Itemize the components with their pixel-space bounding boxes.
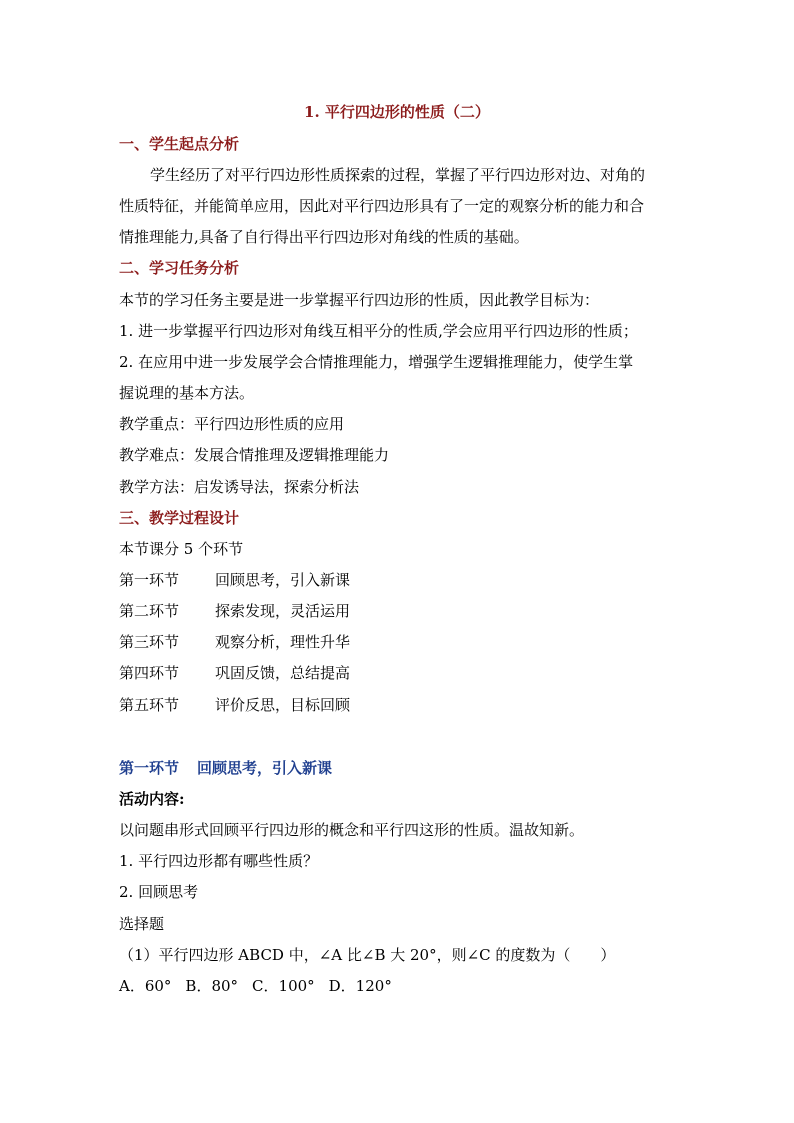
step-row (119, 601, 350, 621)
paragraph-line: 学生经历了对平行四边形性质探索的过程，掌握了平行四边形对边、对角的 (150, 166, 646, 184)
section-heading-student-analysis: 一、学生起点分析 (119, 135, 240, 153)
activity-label: 活动内容: (119, 790, 185, 808)
paragraph-line: 情推理能力,具备了自行得出平行四边形对角线的性质的基础。 (119, 228, 529, 246)
step1-heading-name: 第一环节 (119, 759, 180, 777)
step-row (119, 570, 350, 590)
step-name: 第五环节 (119, 696, 180, 714)
step-desc: 回顾思考，引入新课 (215, 571, 351, 589)
teaching-difficulty: 教学难点：发展合情推理及逻辑推理能力 (119, 446, 390, 464)
option-c: C．100° (252, 977, 315, 995)
option-d: D．120° (328, 977, 392, 995)
step-row (119, 663, 350, 683)
step-desc: 评价反思，目标回顾 (215, 696, 351, 714)
problem-text: （1）平行四边形 ABCD 中，∠A 比∠B 大 20°，则∠C 的度数为（ ） (119, 946, 616, 964)
goal-item: 2. 在应用中进一步发展学会合情推理能力，增强学生逻辑推理能力，使学生掌 (119, 353, 634, 371)
question-item: 2. 回顾思考 (119, 883, 199, 901)
step-name: 第二环节 (119, 602, 180, 620)
step-desc: 观察分析，理性升华 (215, 633, 351, 651)
question-item: 1. 平行四边形都有哪些性质？ (119, 852, 319, 870)
step1-heading-desc: 回顾思考，引入新课 (197, 759, 333, 777)
step-desc: 探索发现，灵活运用 (215, 602, 351, 620)
step1-heading (119, 758, 332, 778)
step-name: 第一环节 (119, 571, 180, 589)
step-name: 第三环节 (119, 633, 180, 651)
paragraph-line: 本节课分 5 个环节 (119, 540, 244, 558)
option-a: A．60° (119, 977, 172, 995)
choice-label: 选择题 (119, 915, 165, 933)
teaching-method: 教学方法：启发诱导法，探索分析法 (119, 478, 360, 496)
paragraph-line: 本节的学习任务主要是进一步掌握平行四边形的性质，因此教学目标为： (119, 291, 600, 309)
document-title: 1. 平行四边形的性质（二） (304, 103, 490, 121)
answer-options (119, 976, 406, 996)
goal-item-continued: 握说理的基本方法。 (119, 384, 255, 402)
step-desc: 巩固反馈，总结提高 (215, 664, 351, 682)
option-b: B．80° (185, 977, 239, 995)
step-row (119, 695, 350, 715)
step-row (119, 632, 350, 652)
goal-item: 1. 进一步掌握平行四边形对角线互相平分的性质,学会应用平行四边形的性质； (119, 322, 638, 340)
activity-text: 以问题串形式回顾平行四边形的概念和平行四这形的性质。温故知新。 (119, 821, 585, 839)
teaching-focus: 教学重点：平行四边形性质的应用 (119, 415, 345, 433)
section-heading-task-analysis: 二、学习任务分析 (119, 259, 240, 277)
step-name: 第四环节 (119, 664, 180, 682)
section-heading-process-design: 三、教学过程设计 (119, 509, 240, 527)
paragraph-line: 性质特征，并能简单应用，因此对平行四边形具有了一定的观察分析的能力和合 (119, 197, 645, 215)
